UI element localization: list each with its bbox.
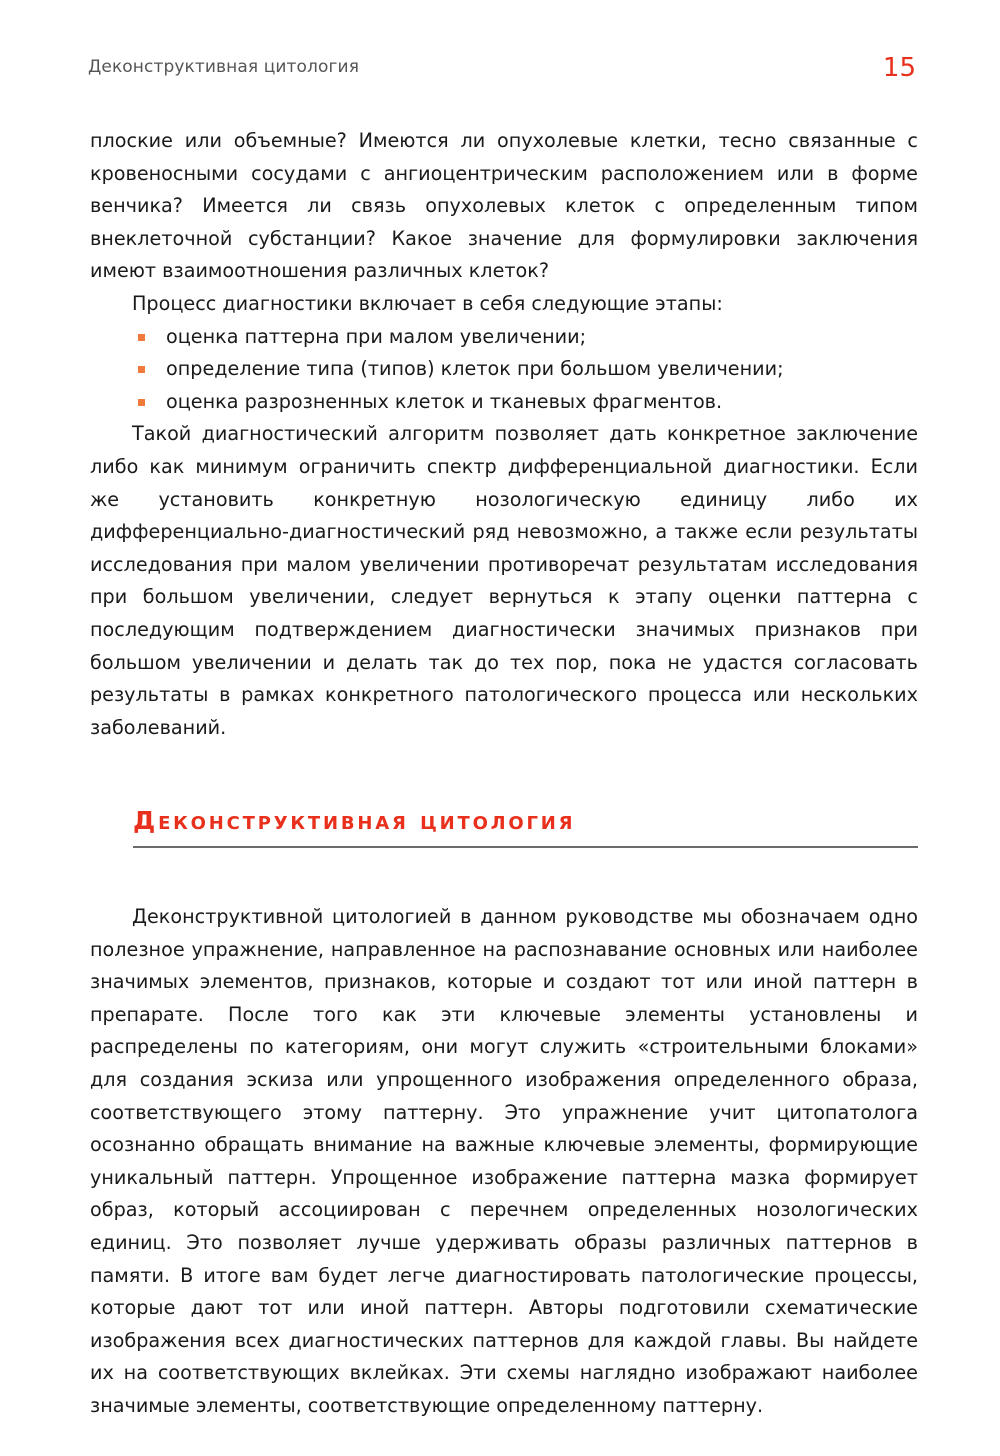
continuation-paragraph: плоские или объемные? Имеются ли опухолевые клетки, тесно связанные с кровеносными сосудами с ангиоцентрическим расположением или в форме венчика? Имеется ли связь опухолевых клеток с определенным типом внеклеточной субстанции? Какое значение для формулировки заключения имеют взаимоотношения различных клеток? [90, 129, 918, 283]
section-title: Деконструктивная цитология [133, 806, 576, 835]
page-number: 15 [882, 53, 916, 83]
list-item [90, 353, 918, 386]
list-item-text: оценка паттерна при малом увеличении; [166, 324, 587, 348]
square-bullet-icon [138, 366, 145, 373]
square-bullet-icon [138, 334, 145, 341]
steps-intro-paragraph: Процесс диагностики включает в себя следующие этапы: [132, 291, 723, 315]
list-item [90, 321, 918, 354]
diagnostic-steps-list [90, 321, 918, 419]
list-item-text: оценка разрозненных клеток и тканевых фрагментов. [166, 389, 723, 413]
running-title: Деконструктивная цитология [88, 57, 360, 77]
section-paragraph: Деконструктивной цитологией в данном руководстве мы обозначаем одно полезное упражнение, направленное на распознавание основных или наиболее значимых элементов, признаков, которые и создают тот или иной паттерн в препарате. После того как эти ключевые элементы установлены и распределены по категориям, они могут служить «строительными блоками» для создания эскиза или упрощенного изображения определенного образа, соответствующего этому паттерну. Это упражнение учит цитопатолога осознанно обращать внимание на важные ключевые элементы, формирующие уникальный паттерн. Упрощенное изображение паттерна мазка формирует образ, который ассоциирован с перечнем определенных нозологических единиц. Это позволяет лучше удерживать образы различных паттернов в памяти. В итоге вам будет легче диагностировать патологические процессы, которые дают тот или иной паттерн. Авторы подготовили схематические изображения всех диагностических паттернов для каждой главы. Вы найдете их на соответствующих вклейках. Эти схемы наглядно изображают наиболее значимые элементы, соответствующие определенному паттерну. [90, 905, 918, 1417]
list-item [90, 386, 918, 419]
section-text-block [90, 901, 918, 1423]
section-divider [133, 846, 918, 848]
intro-text-block [90, 125, 918, 744]
section-heading [133, 804, 918, 848]
square-bullet-icon [138, 399, 145, 406]
list-item-text: определение типа (типов) клеток при большом увеличении; [166, 357, 784, 381]
algorithm-paragraph: Такой диагностический алгоритм позволяет дать конкретное заключение либо как минимум ограничить спектр дифференциальной диагностики. Если же установить конкретную нозологическую единицу либо их дифференциально-диагностический ряд невозможно, а также если результаты исследования при малом увеличении противоречат результатам исследования при большом увеличении, следует вернуться к этапу оценки паттерна с последующим подтверждением диагностически значимых признаков при большом увеличении и делать так до тех пор, пока не удастся согласовать результаты в рамках конкретного патологического процесса или нескольких заболеваний. [90, 422, 918, 739]
